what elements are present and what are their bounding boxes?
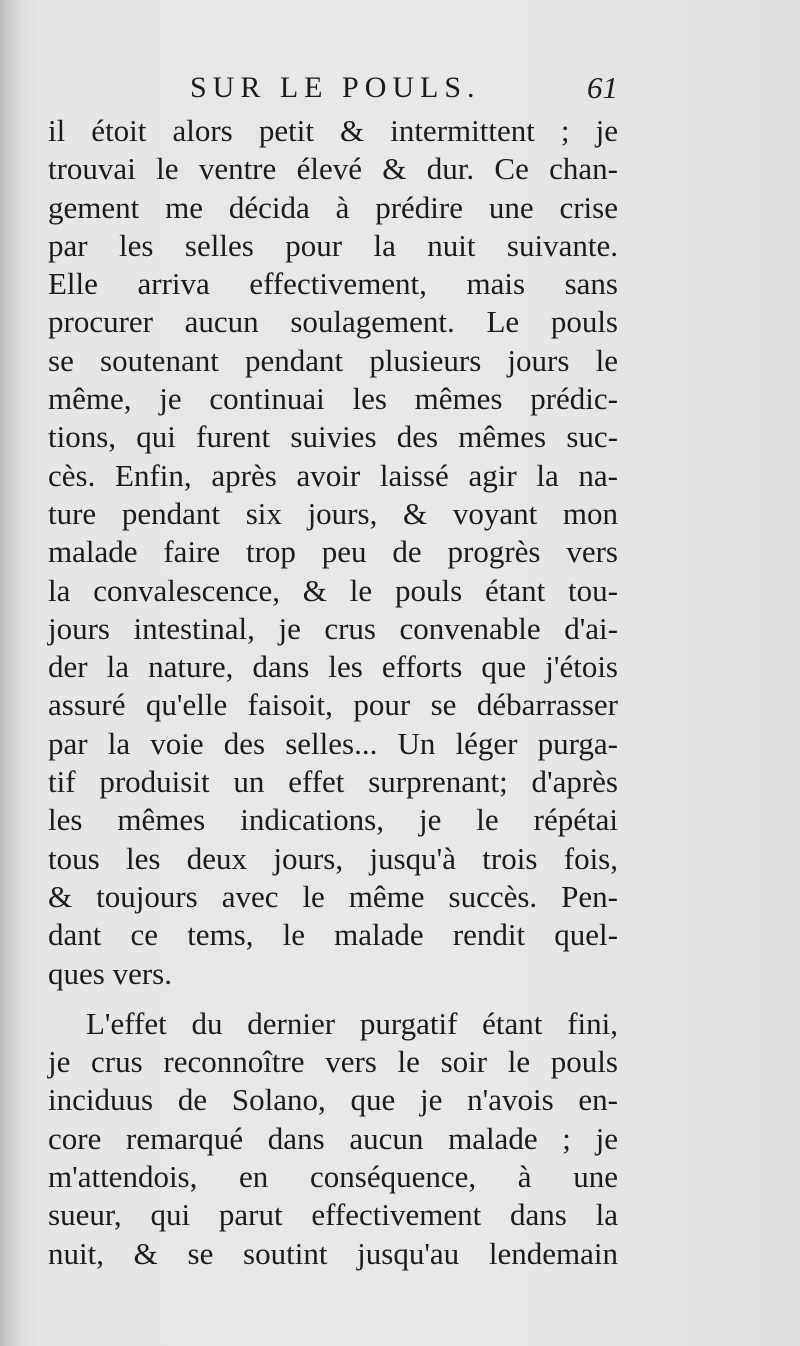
text-line: nuit, & se soutint jusqu'au lendemain — [48, 1235, 618, 1271]
text-line: la convalescence, & le pouls étant tou- — [48, 572, 618, 608]
running-head: SUR LE POULS. — [190, 71, 481, 104]
text-line: L'effet du dernier purgatif étant fini, — [86, 1005, 618, 1041]
page-header — [48, 66, 618, 110]
text-line: tif produisit un effet surprenant; d'après — [48, 764, 618, 800]
text-line: ture pendant six jours, & voyant mon — [48, 495, 618, 531]
text-line: même, je continuai les mêmes prédic- — [48, 381, 618, 417]
text-line: cès. Enfin, après avoir laissé agir la na- — [48, 457, 618, 493]
body-text — [48, 112, 618, 1273]
text-line: gement me décida à prédire une crise — [48, 189, 618, 225]
text-line: par la voie des selles... Un léger purga- — [48, 725, 618, 761]
paragraph-1 — [48, 112, 618, 993]
text-line: & toujours avec le même succès. Pen- — [48, 878, 618, 914]
text-line: core remarqué dans aucun malade ; je — [48, 1120, 618, 1156]
text-line: il étoit alors petit & intermittent ; je — [48, 113, 618, 148]
text-line: procurer aucun soulagement. Le pouls — [48, 304, 618, 340]
text-line: der la nature, dans les efforts que j'étois — [48, 649, 618, 685]
text-line: tous les deux jours, jusqu'à trois fois, — [48, 840, 618, 876]
text-line: se soutenant pendant plusieurs jours le — [48, 342, 618, 378]
page-number: 61 — [587, 70, 618, 105]
paragraph-2 — [48, 1005, 618, 1273]
text-line: malade faire trop peu de progrès vers — [48, 534, 618, 570]
text-line: tions, qui furent suivies des mêmes suc- — [48, 419, 618, 455]
text-line: jours intestinal, je crus convenable d'ai- — [48, 610, 618, 646]
paragraph-spacer — [48, 993, 618, 1005]
text-line: je crus reconnoître vers le soir le pouls — [48, 1044, 618, 1080]
text-line: assuré qu'elle faisoit, pour se débarrasser — [48, 687, 618, 723]
text-line: trouvai le ventre élevé & dur. Ce chan- — [48, 151, 618, 187]
page-gutter-shadow — [0, 0, 22, 1346]
text-line: par les selles pour la nuit suivante. — [48, 227, 618, 263]
text-line: inciduus de Solano, que je n'avois en- — [48, 1082, 618, 1118]
text-line: sueur, qui parut effectivement dans la — [48, 1197, 618, 1233]
text-line: dant ce tems, le malade rendit quel- — [48, 917, 618, 953]
text-line: Elle arriva effectivement, mais sans — [48, 266, 618, 302]
text-line: ques vers. — [48, 955, 172, 991]
text-line: m'attendois, en conséquence, à une — [48, 1159, 618, 1195]
text-line: les mêmes indications, je le répétai — [48, 802, 618, 838]
